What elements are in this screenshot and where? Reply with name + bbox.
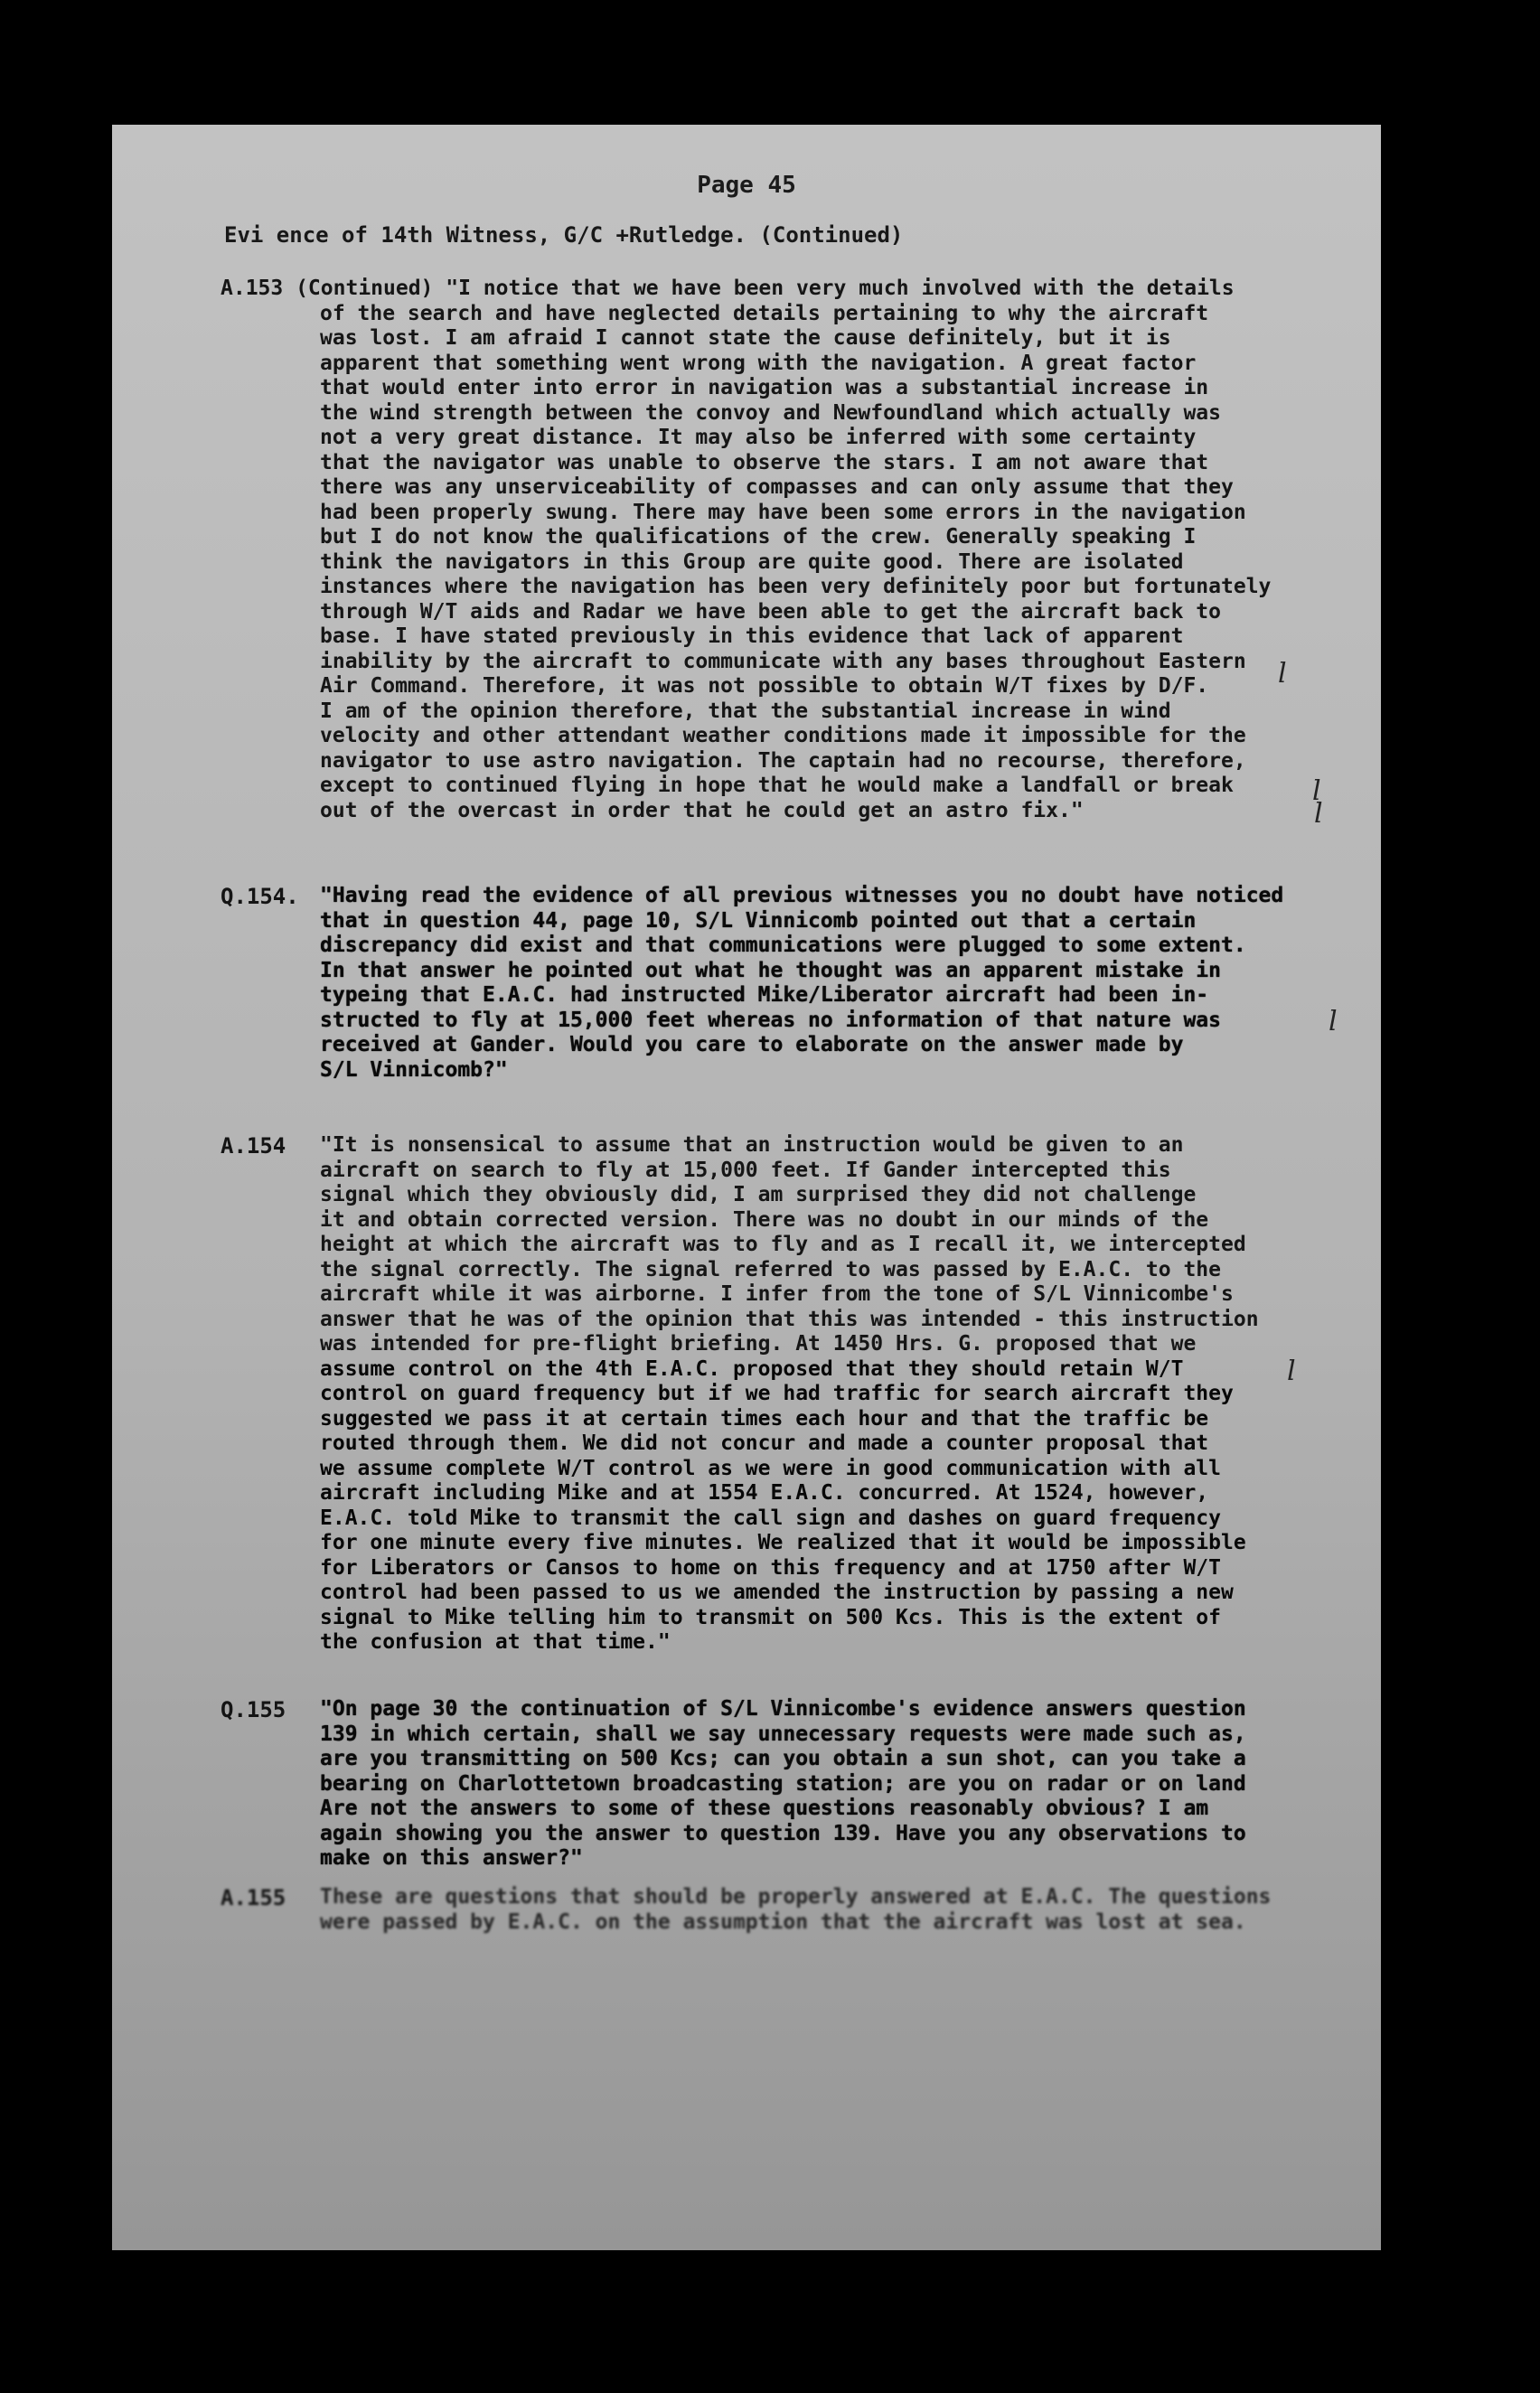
text-line: except to continued flying in hope that he would make a landfall or break <box>320 774 1234 797</box>
margin-note: l <box>1314 798 1323 830</box>
text-line: the confusion at that time." <box>320 1630 671 1654</box>
text-line: aircraft while it was airborne. I infer from the tone of S/L Vinnicombe's <box>320 1282 1234 1306</box>
text-line: the signal correctly. The signal referred to was passed by E.A.C. to the <box>320 1257 1221 1281</box>
text-line: instances where the navigation has been very definitely poor but fortunately <box>320 575 1272 598</box>
text-line: A.153 (Continued) "I notice that we have been very much involved with the details <box>221 277 1235 300</box>
question-label: Q.155 <box>221 1697 286 1722</box>
text-line: that in question 44, page 10, S/L Vinnicomb pointed out that a certain <box>320 908 1197 933</box>
text-line: that would enter into error in navigation was a substantial increase in <box>320 376 1209 399</box>
text-line: inability by the aircraft to communicate with any bases throughout Eastern <box>320 649 1246 673</box>
text-line: through W/T aids and Radar we have been able to get the aircraft back to <box>320 599 1221 624</box>
text-line: typeing that E.A.C. had instructed Mike/Liberator aircraft had been in- <box>320 983 1209 1007</box>
text-line: signal to Mike telling him to transmit on 500 Kcs. This is the extent of <box>320 1605 1221 1629</box>
margin-note: l <box>1278 658 1287 690</box>
text-line: routed through them. We did not concur and made a counter proposal that <box>320 1431 1209 1455</box>
text-line: "Having read the evidence of all previous witnesses you no doubt have noticed <box>320 884 1284 907</box>
answer-text <box>221 277 1365 823</box>
text-line: suggested we pass it at certain times each hour and that the traffic be <box>320 1406 1209 1431</box>
text-line: apparent that something went wrong with the navigation. A great factor <box>320 351 1197 375</box>
text-line: aircraft including Mike and at 1554 E.A.C. concurred. At 1524, however, <box>320 1481 1209 1505</box>
text-line: not a very great distance. It may also be inferred with some certainty <box>320 426 1197 449</box>
text-line: were passed by E.A.C. on the assumption that the aircraft was lost at sea. <box>320 1910 1246 1934</box>
text-line: received at Gander. Would you care to elaborate on the answer made by <box>320 1033 1184 1056</box>
text-line: for Liberators or Cansos to home on this frequency and at 1750 after W/T <box>320 1555 1221 1580</box>
text-line: E.A.C. told Mike to transmit the call sign and dashes on guard frequency <box>320 1506 1221 1530</box>
text-line: it and obtain corrected version. There was no doubt in our minds of the <box>320 1207 1209 1232</box>
text-line: signal which they obviously did, I am surprised they did not challenge <box>320 1183 1197 1206</box>
question-text <box>320 884 1365 1083</box>
margin-note: l <box>1329 1006 1338 1037</box>
text-line: think the navigators in this Group are quite good. There are isolated <box>320 549 1184 574</box>
text-line: Air Command. Therefore, it was not possible to obtain W/T fixes by D/F. <box>320 674 1209 698</box>
question-label: Q.154. <box>221 884 299 909</box>
text-line: the wind strength between the convoy and Newfoundland which actually was <box>320 400 1221 425</box>
text-line: aircraft on search to fly at 15,000 feet. If Gander intercepted this <box>320 1158 1171 1182</box>
text-line: navigator to use astro navigation. The captain had no recourse, therefore, <box>320 748 1246 773</box>
text-line: These are questions that should be properly answered at E.A.C. The questions <box>320 1885 1272 1909</box>
text-line: that the navigator was unable to observe the stars. I am not aware that <box>320 450 1209 474</box>
text-line: had been properly swung. There may have been some errors in the navigation <box>320 500 1246 524</box>
text-line: "It is nonsensical to assume that an instruction would be given to an <box>320 1133 1184 1157</box>
text-line: bearing on Charlottetown broadcasting station; are you on radar or on land <box>320 1771 1246 1796</box>
document-page <box>112 125 1381 2250</box>
text-line: I am of the opinion therefore, that the substantial increase in wind <box>320 699 1171 723</box>
text-line: answer that he was of the opinion that this was intended - this instruction <box>320 1307 1259 1331</box>
text-line: Are not the answers to some of these questions reasonably obvious? I am <box>320 1797 1209 1820</box>
text-line: was intended for pre-flight briefing. At 1450 Hrs. G. proposed that we <box>320 1332 1197 1356</box>
text-line: are you transmitting on 500 Kcs; can you obtain a sun shot, can you take a <box>320 1747 1246 1770</box>
text-line: base. I have stated previously in this evidence that lack of apparent <box>320 624 1184 648</box>
text-line: there was any unserviceability of compasses and can only assume that they <box>320 475 1234 499</box>
text-line: 139 in which certain, shall we say unnecessary requests were made such as, <box>320 1722 1246 1746</box>
margin-note: l <box>1312 775 1321 807</box>
text-line: In that answer he pointed out what he thought was an apparent mistake in <box>320 958 1221 982</box>
text-line: was lost. I am afraid I cannot state the cause definitely, but it is <box>320 326 1171 350</box>
text-line: S/L Vinnicomb?" <box>320 1057 508 1082</box>
text-line: of the search and have neglected details pertaining to why the aircraft <box>320 301 1209 325</box>
answer-label: A.155 <box>221 1885 286 1910</box>
text-line: "On page 30 the continuation of S/L Vinnicombe's evidence answers question <box>320 1697 1246 1721</box>
text-line: velocity and other attendant weather conditions made it impossible for the <box>320 724 1246 747</box>
text-line: out of the overcast in order that he could get an astro fix." <box>320 798 1084 822</box>
text-line: make on this answer?" <box>320 1846 583 1870</box>
text-line: we assume complete W/T control as we were in good communication with all <box>320 1456 1221 1480</box>
page-number: Page 45 <box>697 172 796 199</box>
text-line: height at which the aircraft was to fly and as I recall it, we intercepted <box>320 1233 1246 1256</box>
text-line: assume control on the 4th E.A.C. proposed that they should retain W/T <box>320 1356 1184 1381</box>
answer-label: A.154 <box>221 1133 286 1159</box>
text-line: control had been passed to us we amended the instruction by passing a new <box>320 1581 1234 1604</box>
answer-text <box>320 1885 1365 1935</box>
margin-note: l <box>1287 1356 1296 1387</box>
text-line: discrepancy did exist and that communications were plugged to some extent. <box>320 934 1246 957</box>
text-line: structed to fly at 15,000 feet whereas no information of that nature was <box>320 1008 1221 1032</box>
text-line: control on guard frequency but if we had traffic for search aircraft they <box>320 1382 1234 1405</box>
text-line: for one minute every five minutes. We realized that it would be impossible <box>320 1531 1246 1554</box>
answer-text <box>320 1133 1365 1656</box>
text-line: but I do not know the qualifications of the crew. Generally speaking I <box>320 525 1197 549</box>
page-heading: Evi ence of 14th Witness, G/C +Rutledge. (Continued) <box>224 222 904 248</box>
question-text <box>320 1697 1365 1872</box>
text-line: again showing you the answer to question 139. Have you any observations to <box>320 1821 1246 1845</box>
